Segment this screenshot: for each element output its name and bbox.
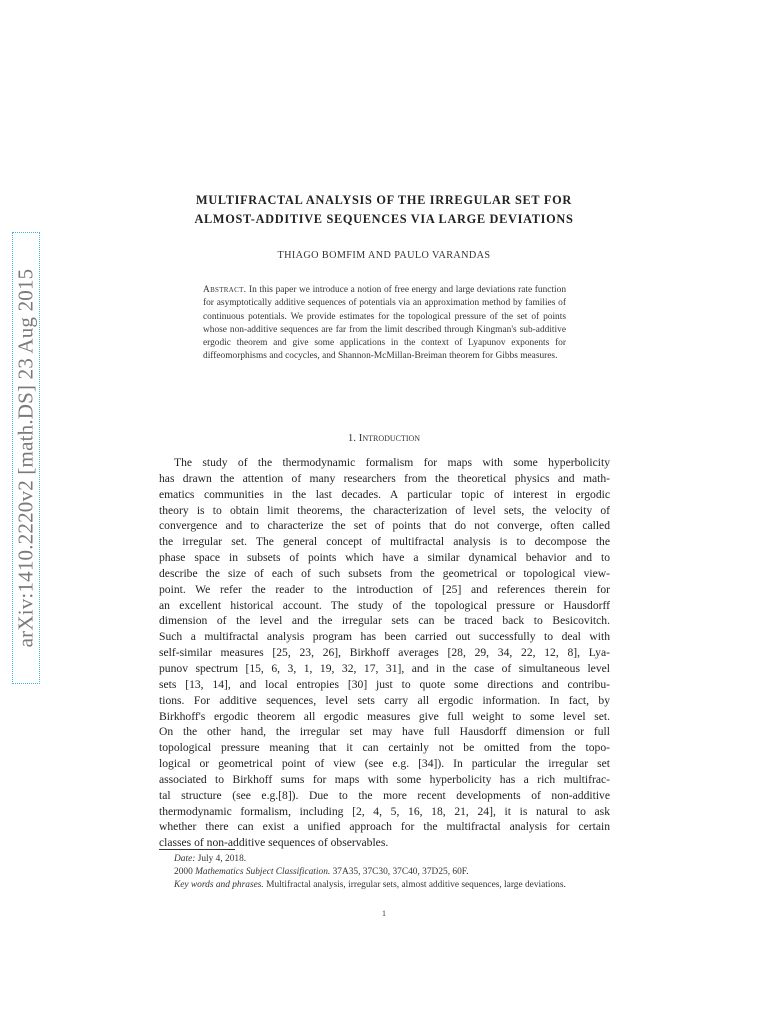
- body-line: the irregular set. The general concept of multifractal analysis is to decompose the: [159, 535, 610, 549]
- body-line: associated to Birkhoff sums for maps with some hyperbolicity has a rich multifrac-: [159, 772, 610, 786]
- title-line-1: MULTIFRACTAL ANALYSIS OF THE IRREGULAR SET FOR: [196, 193, 572, 207]
- msc-label: Mathematics Subject Classification.: [195, 867, 331, 877]
- body-line: describe the size of each of such subsets from the geometrical or topological view-: [159, 566, 610, 580]
- body-line: self-similar measures [25, 23, 26], Birkhoff averages [28, 29, 34, 22, 12, 8], Lya-: [159, 646, 610, 660]
- paper-authors: THIAGO BOMFIM AND PAULO VARANDAS: [277, 250, 491, 261]
- abstract-text: In this paper we introduce a notion of free energy and large deviations rate function for asymptotically additive sequences of potentials via an approximation method by families of continuous potentials. We provide estimates for the topological pressure of the set of points whose non-additive sequences are far from the limit described through Kingman's sub-additive ergodic theorem and give some applications in the context of Lyapunov exponents for diffeomorphisms and cocycles, and Shannon-McMillan-Breiman theorem for Gibbs measures.: [203, 285, 567, 362]
- body-line: sets [13, 14], and local entropies [30] just to quote some directions and contribu-: [159, 677, 610, 691]
- body-line: convergence and to characterize the set of points that do not converge, often called: [159, 519, 610, 533]
- body-line: Such a multifractal analysis program has been carried out successfully to deal with: [159, 630, 610, 644]
- body-line: tal structure (see e.g.[8]). Due to the more recent developments of non-additive: [159, 788, 610, 802]
- section-number: 1.: [347, 432, 357, 444]
- arxiv-identifier: arXiv:1410.2220v2 [math.DS] 23 Aug 2015: [13, 268, 38, 648]
- arxiv-stamp[interactable]: [12, 232, 40, 684]
- body-line: thermodynamic formalism, including [2, 4, 5, 16, 18, 21, 24], it is natural to ask: [159, 804, 610, 818]
- footnotes: [159, 853, 610, 892]
- page-number: 1: [381, 908, 387, 918]
- body-line: The study of the thermodynamic formalism for maps with some hyperbolicity: [174, 456, 610, 469]
- body-line: topological pressure meaning that it can certainly not be omitted from the topo-: [159, 741, 610, 755]
- footnote-rule: [159, 849, 235, 850]
- paper-title: [120, 191, 648, 229]
- section-title: Introduction: [358, 432, 421, 444]
- date-label: Date:: [174, 854, 196, 864]
- body-line: point. We refer the reader to the introduction of [25] and references therein for: [159, 582, 610, 596]
- keywords-label: Key words and phrases.: [174, 880, 264, 890]
- body-line: classes of non-additive sequences of observables.: [159, 836, 389, 850]
- body-line: has drawn the attention of many researchers from the theoretical physics and math-: [159, 471, 610, 485]
- body-line: whether there can exist a unified approach for the multifractal analysis for certain: [159, 820, 610, 834]
- section-heading: [120, 432, 648, 444]
- body-line: punov spectrum [15, 6, 3, 1, 19, 32, 17, 31], and in the case of simultaneous level: [159, 661, 610, 675]
- keywords-value: Multifractal analysis, irregular sets, almost additive sequences, large deviations.: [266, 880, 566, 890]
- body-line: an excellent historical account. The study of the topological pressure or Hausdorff: [159, 598, 610, 612]
- date-value: July 4, 2018.: [197, 854, 247, 864]
- title-line-2: ALMOST-ADDITIVE SEQUENCES VIA LARGE DEVIATIONS: [194, 212, 574, 226]
- body-line: tions. For additive sequences, level sets carry all ergodic information. In fact, by: [159, 693, 610, 707]
- body-line: phase space in subsets of points which have a similar dynamical behavior and to: [159, 551, 610, 565]
- abstract: [203, 284, 566, 364]
- body-line: On the other hand, the irregular set may have full Hausdorff dimension or full: [159, 725, 610, 739]
- body-line: logical or geometrical point of view (see e.g. [34]). In particular the irregular set: [159, 757, 610, 771]
- msc-prefix: 2000: [174, 867, 193, 877]
- abstract-heading: Abstract.: [203, 285, 247, 295]
- body-line: theory is to obtain limit theorems, the characterization of level sets, the velocity of: [159, 503, 610, 517]
- body-line: dimension of the level and the irregular sets can be traced back to Besicovitch.: [159, 614, 610, 628]
- body-line: ematics communities in the last decades. A particular topic of interest in ergodic: [159, 487, 610, 501]
- footnote-msc: [159, 866, 610, 879]
- footnote-keywords: [159, 879, 610, 892]
- msc-value: 37A35, 37C30, 37C40, 37D25, 60F.: [332, 867, 469, 877]
- footnote-date: [159, 853, 610, 866]
- introduction-body: [159, 455, 610, 851]
- body-line: Birkhoff's ergodic theorem all ergodic measures give full weight to some level set.: [159, 709, 610, 723]
